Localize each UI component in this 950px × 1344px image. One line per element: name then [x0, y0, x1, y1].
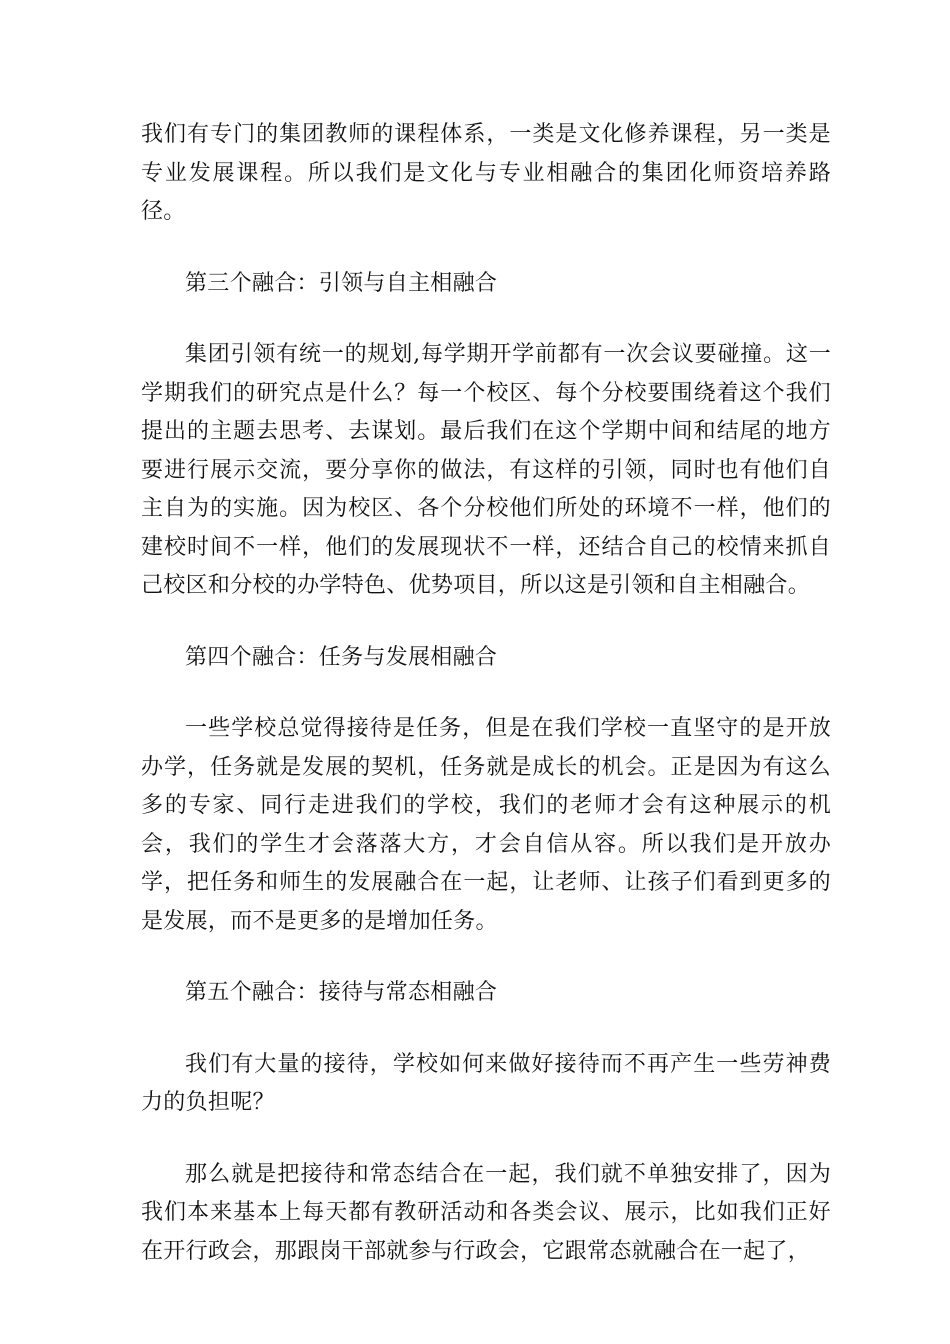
paragraph-guidance-autonomy: 集团引领有统一的规划,每学期开学前都有一次会议要碰撞。这一学期我们的研究点是什么？每一个校区、每个分校要围绕着这个我们提出的主题去思考、去谋划。最后我们在这个学期中间和结尾的地方要进行展示交流，要分享你的做法，有这样的引领，同时也有他们自主自为的实施。因为校区、各个分校他们所处的环境不一样，他们的建校时间不一样，他们的发展现状不一样，还结合自己的校情来抓自己校区和分校的办学特色、优势项目，所以这是引领和自主相融合。: [141, 342, 831, 598]
paragraph-task-development: 一些学校总觉得接待是任务，但是在我们学校一直坚守的是开放办学，任务就是发展的契机，任务就是成长的机会。正是因为有这么多的专家、同行走进我们的学校，我们的老师才会有这种展示的机会，我们的学生才会落落大方，才会自信从容。所以我们是开放办学，把任务和师生的发展融合在一起，让老师、让孩子们看到更多的是发展，而不是更多的是增加任务。: [141, 716, 831, 934]
paragraph-teacher-curriculum: 我们有专门的集团教师的课程体系，一类是文化修养课程，另一类是专业发展课程。所以我们是文化与专业相融合的集团化师资培养路径。: [141, 122, 831, 224]
paragraph-reception-question: 我们有大量的接待，学校如何来做好接待而不再产生一些劳神费力的负担呢？: [141, 1051, 831, 1115]
heading-fifth-fusion: 第五个融合：接待与常态相融合: [185, 980, 498, 1005]
heading-third-fusion: 第三个融合：引领与自主相融合: [185, 270, 498, 296]
paragraph-reception-routine: 那么就是把接待和常态结合在一起，我们就不单独安排了，因为我们本来基本上每天都有教研活动和各类会议、展示，比如我们正好在开行政会，那跟岗干部就参与行政会，它跟常态就融合在一起了，: [141, 1161, 831, 1264]
document-body: [141, 116, 831, 1304]
heading-fourth-fusion: 第四个融合：任务与发展相融合: [185, 644, 498, 670]
